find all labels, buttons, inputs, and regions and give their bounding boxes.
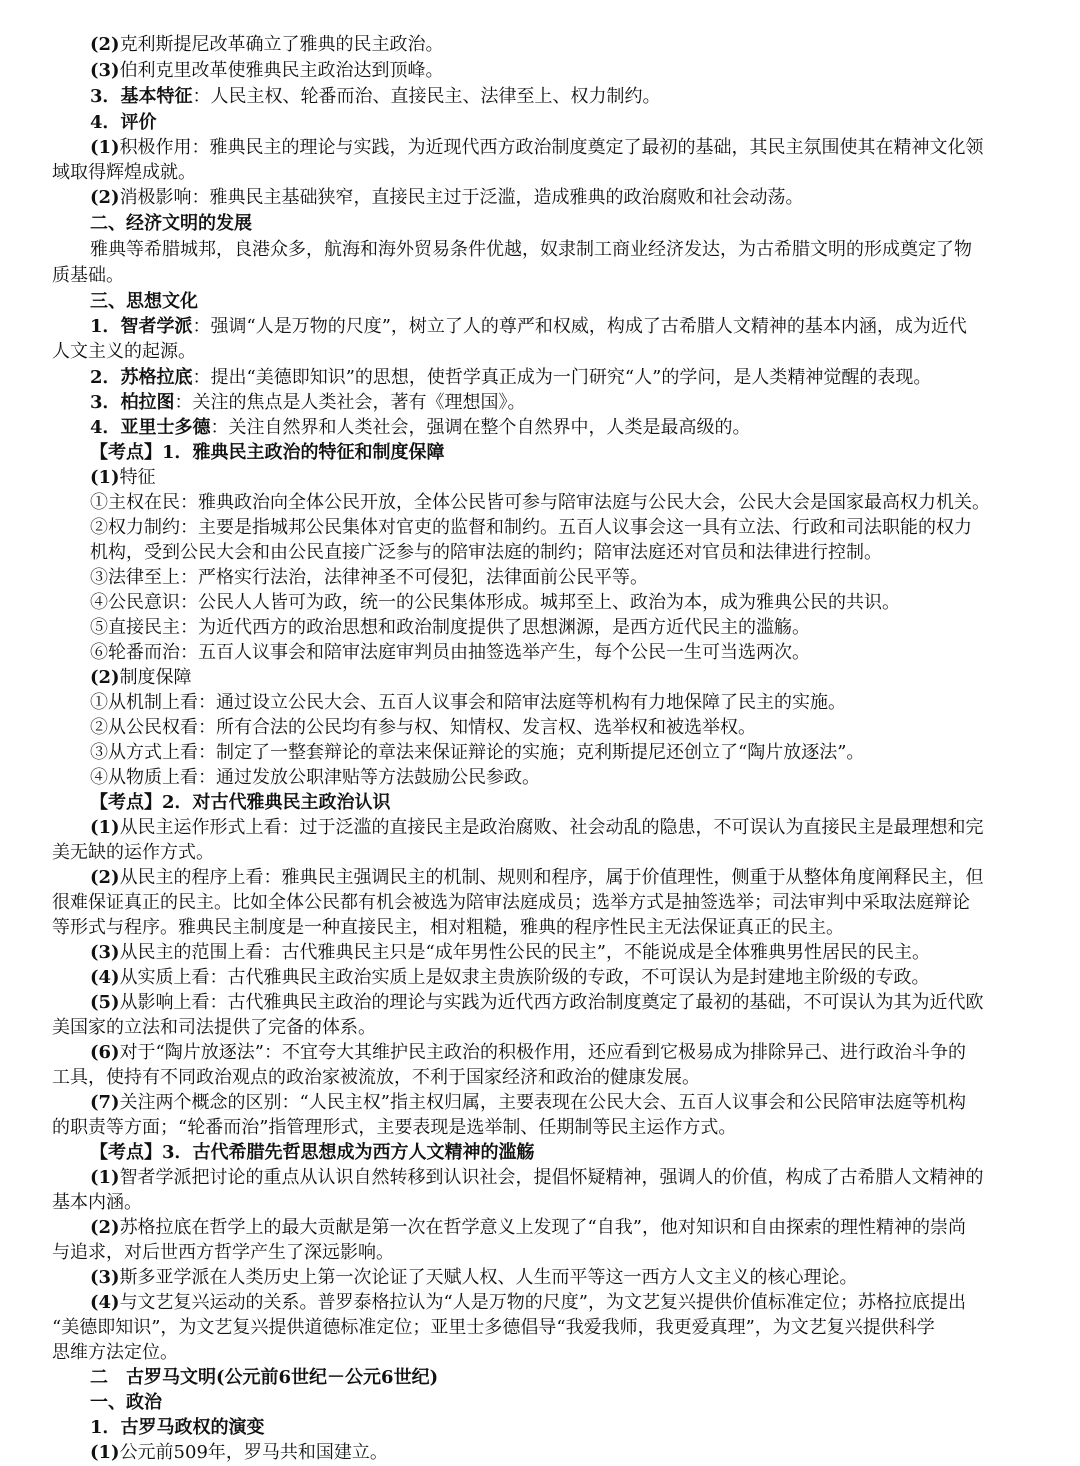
bold-lead: (5) — [90, 992, 120, 1013]
line-text — [90, 1290, 966, 1316]
line-text — [90, 940, 930, 966]
line-text — [90, 1440, 388, 1466]
text-line — [0, 237, 1080, 263]
text-line — [0, 1215, 1080, 1241]
text-line — [0, 1240, 1080, 1266]
text-line — [0, 135, 1080, 161]
line-text — [90, 665, 192, 691]
line-text — [90, 1265, 858, 1291]
line-text — [90, 1090, 966, 1116]
line-text — [90, 314, 967, 340]
line-body: 关注两个概念的区别：“人民主权”指主权归属，主要表现在公民大会、五百人议事会和公民陪审法庭等机构 — [119, 1092, 966, 1113]
text-line — [0, 211, 1080, 237]
line-text — [90, 790, 391, 816]
bold-lead: 【考点】1．雅典民主政治的特征和制度保障 — [90, 442, 445, 463]
line-text — [90, 135, 984, 161]
line-text: 美国家的立法和司法提供了完备的体系。 — [52, 1017, 376, 1038]
line-text — [90, 1365, 438, 1391]
text-line — [0, 440, 1080, 466]
bold-lead: 1．古罗马政权的演变 — [90, 1417, 265, 1438]
text-line — [0, 615, 1080, 641]
text-line — [0, 1040, 1080, 1066]
line-text: 美无缺的运作方式。 — [52, 842, 214, 863]
line-text: 的职责等方面；“轮番而治”指管理形式，主要表现是选举制、任期制等民主运作方式。 — [52, 1117, 737, 1138]
bold-lead: 1．智者学派 — [90, 316, 193, 337]
bold-lead: 二 古罗马文明(公元前6世纪－公元6世纪) — [90, 1367, 439, 1388]
text-line — [0, 465, 1080, 491]
text-line — [0, 58, 1080, 84]
line-text — [90, 185, 804, 211]
line-body: 智者学派把讨论的重点从认识自然转移到认识社会，提倡怀疑精神，强调人的价值，构成了古希腊人文精神的 — [119, 1167, 984, 1188]
line-text: 域取得辉煌成就。 — [52, 162, 196, 183]
line-text: ④从物质上看：通过发放公职津贴等方法鼓励公民参政。 — [90, 767, 540, 788]
line-body: ：人民主权、轮番而治、直接民主、法律至上、权力制约。 — [192, 86, 661, 107]
line-text — [90, 990, 984, 1016]
line-text: ②权力制约：主要是指城邦公民集体对官吏的监督和制约。五百人议事会这一具有立法、行政和司法职能的权力 — [90, 517, 972, 538]
text-line — [0, 314, 1080, 340]
text-line — [0, 1390, 1080, 1416]
bold-lead: 2．苏格拉底 — [90, 367, 193, 388]
text-line — [0, 1115, 1080, 1141]
text-line — [0, 890, 1080, 916]
text-line — [0, 1315, 1080, 1341]
line-text — [90, 110, 157, 136]
line-text — [90, 211, 252, 237]
line-text — [90, 289, 198, 315]
text-line — [0, 415, 1080, 441]
text-line — [0, 790, 1080, 816]
line-text — [90, 415, 751, 441]
bold-lead: 4．评价 — [90, 112, 157, 133]
line-text — [90, 1390, 162, 1416]
line-text: 思维方法定位。 — [52, 1342, 178, 1363]
text-line — [0, 665, 1080, 691]
text-line — [0, 1140, 1080, 1166]
bold-lead: (2) — [90, 667, 120, 688]
text-line — [0, 640, 1080, 666]
text-line — [0, 865, 1080, 891]
line-body: 从实质上看：古代雅典民主政治实质上是奴隶主贵族阶级的专政，不可误认为是封建地主阶级的专政。 — [119, 967, 930, 988]
bold-lead: (3) — [90, 60, 120, 81]
line-body: 积极作用：雅典民主的理论与实践，为近现代西方政治制度奠定了最初的基础，其民主氛围使其在精神文化领 — [119, 137, 984, 158]
text-line — [0, 915, 1080, 941]
line-text — [90, 1140, 535, 1166]
text-line — [0, 110, 1080, 136]
text-line — [0, 365, 1080, 391]
text-line — [0, 289, 1080, 315]
bold-lead: (6) — [90, 1042, 120, 1063]
line-body: 制度保障 — [119, 667, 192, 688]
line-text — [90, 1040, 966, 1066]
line-text — [90, 865, 984, 891]
text-line — [0, 160, 1080, 186]
bold-lead: (3) — [90, 1267, 120, 1288]
text-line — [0, 84, 1080, 110]
bold-lead: (4) — [90, 1292, 120, 1313]
line-text: 与追求，对后世西方哲学产生了深远影响。 — [52, 1242, 394, 1263]
bold-lead: (1) — [90, 1167, 120, 1188]
text-line — [0, 1090, 1080, 1116]
line-text: ⑥轮番而治：五百人议事会和陪审法庭审判员由抽签选举产生，每个公民一生可当选两次。 — [90, 642, 810, 663]
line-body: ：强调“人是万物的尺度”，树立了人的尊严和权威，构成了古希腊人文精神的基本内涵，成为近代 — [192, 316, 967, 337]
line-body: ：关注自然界和人类社会，强调在整个自然界中，人类是最高级的。 — [210, 417, 751, 438]
line-text: ④公民意识：公民人人皆可为政，统一的公民集体形成。城邦至上、政治为本，成为雅典公民的共识。 — [90, 592, 900, 613]
bold-lead: (2) — [90, 187, 120, 208]
line-text: ③从方式上看：制定了一整套辩论的章法来保证辩论的实施；克利斯提尼还创立了“陶片放逐法”。 — [90, 742, 865, 763]
bold-lead: (1) — [90, 1442, 120, 1463]
line-text: 质基础。 — [52, 265, 124, 286]
text-line — [0, 565, 1080, 591]
bold-lead: (2) — [90, 34, 120, 55]
bold-lead: 二、经济文明的发展 — [90, 213, 252, 234]
text-line — [0, 940, 1080, 966]
line-body: ：关注的焦点是人类社会，著有《理想国》。 — [174, 392, 526, 413]
text-line — [0, 990, 1080, 1016]
line-body: ：提出“美德即知识”的思想，使哲学真正成为一门研究“人”的学问，是人类精神觉醒的表现。 — [192, 367, 932, 388]
text-line — [0, 740, 1080, 766]
bold-lead: (3) — [90, 942, 120, 963]
line-text — [90, 32, 444, 58]
line-text: ③法律至上：严格实行法治，法律神圣不可侵犯，法律面前公民平等。 — [90, 567, 648, 588]
bold-lead: (4) — [90, 967, 120, 988]
line-body: 特征 — [119, 467, 156, 488]
line-body: 从民主的程序上看：雅典民主强调民主的机制、规则和程序，属于价值理性，侧重于从整体角度阐释民主，但 — [119, 867, 984, 888]
text-line — [0, 765, 1080, 791]
bold-lead: (2) — [90, 867, 120, 888]
line-body: 伯利克里改革使雅典民主政治达到顶峰。 — [119, 60, 444, 81]
text-line — [0, 32, 1080, 58]
line-text — [90, 965, 930, 991]
bold-lead: (2) — [90, 1217, 120, 1238]
line-text: ⑤直接民主：为近代西方的政治思想和政治制度提供了思想渊源，是西方近代民主的滥觞。 — [90, 617, 810, 638]
line-text — [90, 1165, 984, 1191]
text-line — [0, 515, 1080, 541]
line-text: ①从机制上看：通过设立公民大会、五百人议事会和陪审法庭等机构有力地保障了民主的实施。 — [90, 692, 846, 713]
text-line — [0, 263, 1080, 289]
text-line — [0, 1165, 1080, 1191]
bold-lead: 3．柏拉图 — [90, 392, 175, 413]
text-line — [0, 815, 1080, 841]
bold-lead: 4．亚里士多德 — [90, 417, 211, 438]
line-text: 人文主义的起源。 — [52, 341, 196, 362]
line-text: 机构，受到公民大会和由公民直接广泛参与的陪审法庭的制约；陪审法庭还对官员和法律进行控制。 — [90, 542, 882, 563]
line-body: 消极影响：雅典民主基础狭窄，直接民主过于泛滥，造成雅典的政治腐败和社会动荡。 — [119, 187, 804, 208]
line-body: 斯多亚学派在人类历史上第一次论证了天赋人权、人生而平等这一西方人文主义的核心理论。 — [119, 1267, 858, 1288]
line-text — [90, 815, 984, 841]
line-text — [90, 84, 661, 110]
bold-lead: (1) — [90, 137, 120, 158]
text-line — [0, 1340, 1080, 1366]
line-body: 公元前509年，罗马共和国建立。 — [119, 1442, 388, 1463]
line-text: ②从公民权看：所有合法的公民均有参与权、知情权、发言权、选举权和被选举权。 — [90, 717, 756, 738]
bold-lead: (1) — [90, 817, 120, 838]
line-text — [90, 1215, 966, 1241]
text-line — [0, 690, 1080, 716]
text-line — [0, 185, 1080, 211]
text-line — [0, 1440, 1080, 1466]
text-line — [0, 1065, 1080, 1091]
text-line — [0, 1365, 1080, 1391]
text-line — [0, 390, 1080, 416]
bold-lead: 3．基本特征 — [90, 86, 193, 107]
line-text: 等形式与程序。雅典民主制度是一种直接民主，相对粗糙，雅典的程序性民主无法保证真正的民主。 — [52, 917, 844, 938]
text-line — [0, 1290, 1080, 1316]
text-line — [0, 490, 1080, 516]
text-line — [0, 715, 1080, 741]
bold-lead: 一、政治 — [90, 1392, 162, 1413]
line-text — [90, 58, 444, 84]
text-line — [0, 840, 1080, 866]
text-line — [0, 1015, 1080, 1041]
line-body: 从影响上看：古代雅典民主政治的理论与实践为近代西方政治制度奠定了最初的基础，不可误认为其为近代欧 — [119, 992, 984, 1013]
bold-lead: 三、思想文化 — [90, 291, 198, 312]
line-text — [90, 465, 156, 491]
bold-lead: 【考点】3．古代希腊先哲思想成为西方人文精神的滥觞 — [90, 1142, 535, 1163]
line-text: “美德即知识”，为文艺复兴提供道德标准定位；亚里士多德倡导“我爱我师，我更爱真理”，为文艺复兴提供科学 — [52, 1317, 935, 1338]
line-body: 克利斯提尼改革确立了雅典的民主政治。 — [119, 34, 444, 55]
bold-lead: (1) — [90, 467, 120, 488]
bold-lead: (7) — [90, 1092, 120, 1113]
line-body: 从民主的范围上看：古代雅典民主只是“成年男性公民的民主”，不能说成是全体雅典男性居民的民主。 — [119, 942, 930, 963]
line-body: 从民主运作形式上看：过于泛滥的直接民主是政治腐败、社会动乱的隐患，不可误认为直接民主是最理想和完 — [119, 817, 984, 838]
line-text: 基本内涵。 — [52, 1192, 142, 1213]
line-body: 对于“陶片放逐法”：不宜夸大其维护民主政治的积极作用，还应看到它极易成为排除异己、进行政治斗争的 — [119, 1042, 966, 1063]
line-body: 与文艺复兴运动的关系。普罗泰格拉认为“人是万物的尺度”，为文艺复兴提供价值标准定位；苏格拉底提出 — [119, 1292, 966, 1313]
line-text — [90, 1415, 265, 1441]
text-line — [0, 590, 1080, 616]
line-text — [90, 440, 445, 466]
line-text: 很难保证真正的民主。比如全体公民都有机会被选为陪审法庭成员；选举方式是抽签选举；司法审判中采取法庭辩论 — [52, 892, 970, 913]
line-text: 工具，使持有不同政治观点的政治家被流放，不利于国家经济和政治的健康发展。 — [52, 1067, 700, 1088]
line-text — [90, 390, 526, 416]
line-text — [90, 365, 931, 391]
text-line — [0, 339, 1080, 365]
bold-lead: 【考点】2．对古代雅典民主政治认识 — [90, 792, 391, 813]
text-line — [0, 540, 1080, 566]
text-line — [0, 1265, 1080, 1291]
line-text: 雅典等希腊城邦，良港众多，航海和海外贸易条件优越，奴隶制工商业经济发达，为古希腊文明的形成奠定了物 — [90, 239, 972, 260]
text-line — [0, 1190, 1080, 1216]
text-line — [0, 965, 1080, 991]
line-text: ①主权在民：雅典政治向全体公民开放，全体公民皆可参与陪审法庭与公民大会，公民大会是国家最高权力机关。 — [90, 492, 990, 513]
text-line — [0, 1415, 1080, 1441]
line-body: 苏格拉底在哲学上的最大贡献是第一次在哲学意义上发现了“自我”，他对知识和自由探索的理性精神的崇尚 — [119, 1217, 966, 1238]
